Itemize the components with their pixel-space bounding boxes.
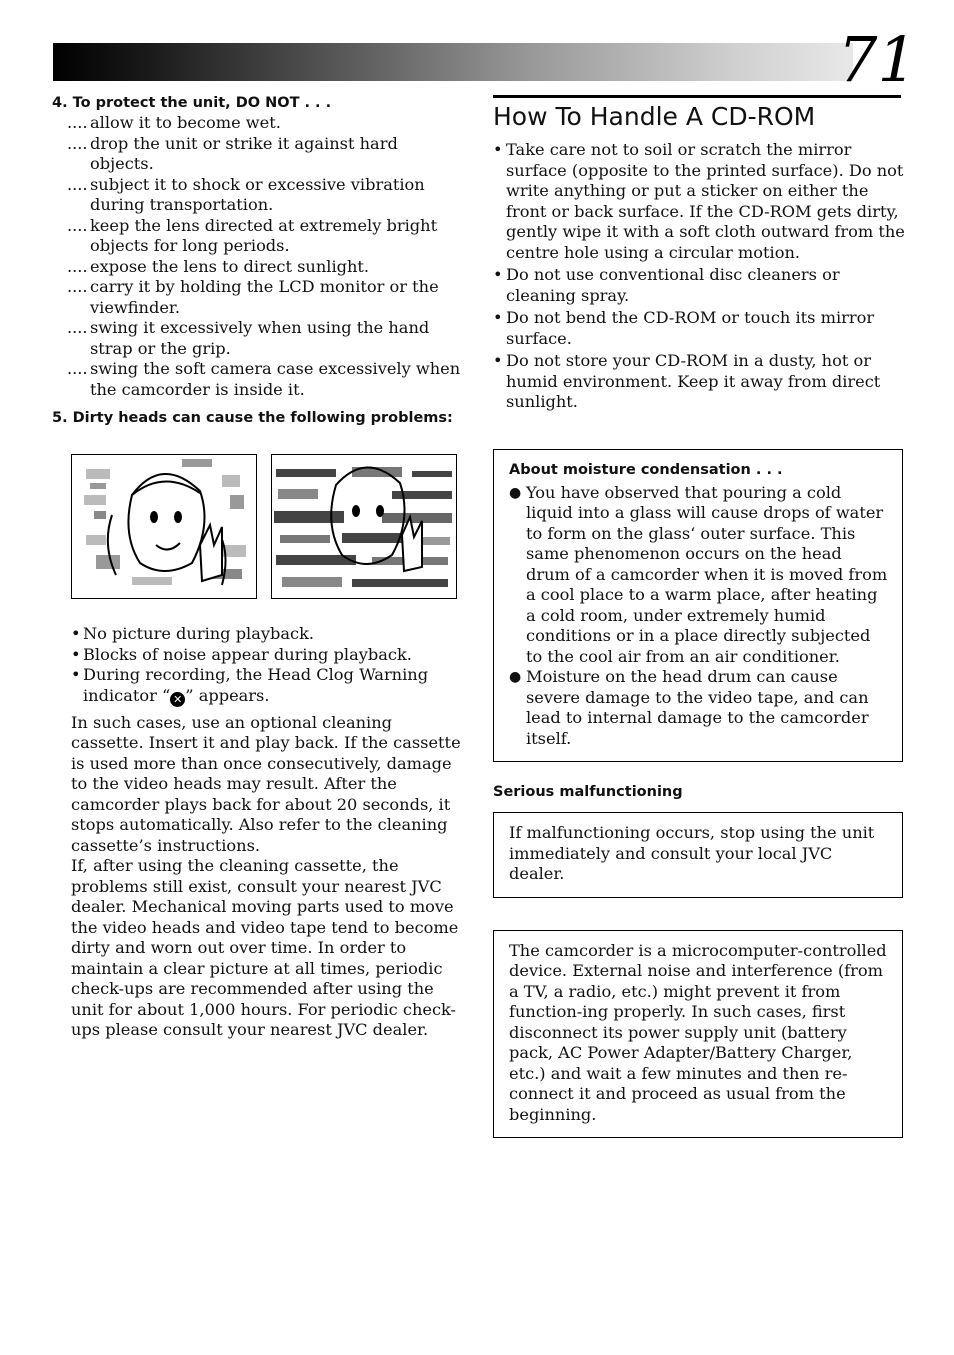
bullet: • [493,308,503,327]
section-4-title: 4. To protect the unit, DO NOT . . . [52,95,332,111]
dots-leader: .... [67,318,88,337]
do-not-item [52,277,464,318]
do-not-item-text: drop the unit or strike it against hard objects. [90,133,398,173]
cd-rom-item-text: Do not bend the CD-ROM or touch its mirror surface. [506,308,875,348]
do-not-item [52,216,464,257]
problem-text: No picture during playback. [83,624,315,643]
right-column [493,95,905,1138]
bullet: • [493,351,503,370]
do-not-item-text: allow it to become wet. [90,113,281,132]
do-not-item-text: subject it to shock or excessive vibration during transportation. [90,174,425,214]
do-not-item [52,113,464,134]
header-gradient-bar [53,43,853,81]
do-not-item-text: swing the soft camera case excessively when the camcorder is inside it. [90,359,461,399]
problem-text-end: ” appears. [185,685,270,705]
microcomputer-box [493,930,903,1139]
moisture-list [509,483,888,750]
page-number: 71 [838,23,917,96]
do-not-item-text: keep the lens directed at extremely bright objects for long periods. [90,215,438,255]
woman-clear-image [72,455,256,598]
do-not-item [52,359,464,400]
left-column [52,93,464,1041]
bullet: • [71,624,81,643]
serious-malfunction-text: If malfunctioning occurs, stop using the unit immediately and consult your local JVC dealer. [509,823,875,883]
cd-rom-item-text: Do not use conventional disc cleaners or cleaning spray. [506,265,840,305]
woman-noisy-image [272,455,456,598]
bullet: • [493,265,503,284]
problem-item [71,624,464,645]
cd-rom-section-title: How To Handle A CD-ROM [493,95,901,134]
cd-rom-item [493,308,905,349]
serious-malfunction-box [493,812,903,898]
moisture-item [509,483,888,668]
do-not-item [52,318,464,359]
do-not-list [52,113,464,400]
dots-leader: .... [67,113,88,132]
cd-rom-item [493,140,905,263]
moisture-title: About moisture condensation . . . [509,461,783,478]
problem-item [71,665,464,707]
moisture-item [509,667,888,749]
do-not-item-text: swing it excessively when using the hand strap or the grip. [90,318,430,358]
cd-rom-item [493,351,905,413]
section-5-title: 5. Dirty heads can cause the following problems: [52,410,453,426]
head-clog-warning-icon: ✕ [170,692,185,707]
problem-item [71,645,464,666]
moisture-item-text: You have observed that pouring a cold liquid into a glass will cause drops of water to form on the glass‘ outer surface. This same phenomenon occurs on the head drum of a camcorder when it is moved from a cool place to a warm place, after heating a cold room, under extremely humid conditions or in a place directly subjected to the cool air from an air conditioner. [526,482,888,666]
problems-list [52,624,464,707]
dealer-paragraph: If, after using the cleaning cassette, the problems still exist, consult your nearest JVC dealer. Mechanical moving parts used to move the video heads and video tape tend to become dirty and worn out over time. In order to maintain a clear picture at all times, periodic check-ups are recommended after using the unit for about 1,000 hours. For periodic check-ups please consult your nearest JVC dealer. [71,856,459,1039]
dots-leader: .... [67,133,88,153]
cd-rom-item-text: Do not store your CD-ROM in a dusty, hot or humid environment. Keep it away from direct sunlight. [506,351,881,411]
serious-malfunction-title: Serious malfunctioning [493,784,683,800]
illustrations [52,434,464,624]
do-not-item [52,257,464,278]
bullet: • [71,644,81,664]
dots-leader: .... [67,277,88,296]
bullet: ● [509,484,522,501]
bullet: ● [509,669,522,685]
do-not-item-text: expose the lens to direct sunlight. [90,256,370,276]
cleaning-paragraph: In such cases, use an optional cleaning cassette. Insert it and play back. If the cassette is used more than once consecutively, damage to the video heads may result. After the camcorder plays back for about 20 seconds, it stops automatically. Also refer to the cleaning cassette’s instructions. [71,712,461,855]
problem-text: Blocks of noise appear during playback. [83,644,412,664]
bullet: • [71,665,81,684]
moisture-box [493,449,903,763]
dots-leader: .... [67,359,88,378]
noise-blocks-illustration [271,454,457,599]
no-picture-illustration [71,454,257,599]
microcomputer-text: The camcorder is a microcomputer-controlled device. External noise and interference (from a TV, a radio, etc.) might prevent it from function-ing properly. In such cases, first disconnect its power supply unit (battery pack, AC Power Adapter/Battery Charger, etc.) and wait a few minutes and then re-connect it and proceed as usual from the beginning. [509,940,887,1124]
problem-text: During recording, the Head Clog Warning indicator “ [83,665,429,705]
cd-rom-item-text: Take care not to soil or scratch the mirror surface (opposite to the printed surface). Do not write anything or put a sticker on either the front or back surface. If the CD-ROM gets dirty, gently wipe it with a soft cloth outward from the centre hole using a circular motion. [506,140,905,262]
bullet: • [493,140,503,159]
dots-leader: .... [67,174,88,194]
do-not-item [52,175,464,216]
do-not-item [52,134,464,175]
moisture-item-text: Moisture on the head drum can cause severe damage to the video tape, and can lead to internal damage to the camcorder itself. [526,667,869,748]
cd-rom-list [493,140,905,413]
do-not-item-text: carry it by holding the LCD monitor or the viewfinder. [90,277,439,317]
dots-leader: .... [67,215,88,235]
dots-leader: .... [67,256,88,276]
cd-rom-item [493,265,905,306]
